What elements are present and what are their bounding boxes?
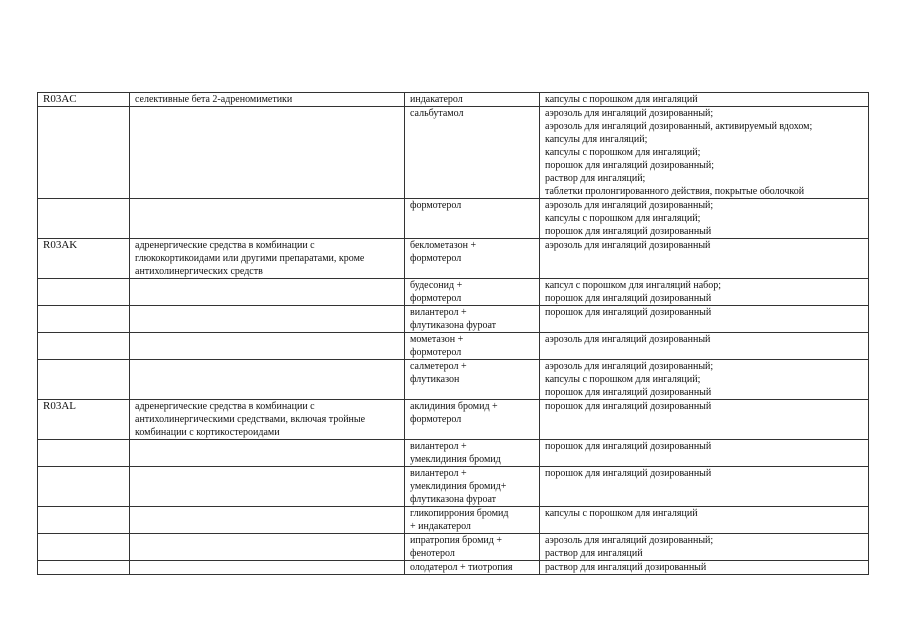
table-row [38,239,869,279]
table-row [38,333,869,360]
drug-name-cell: вилантерол + умеклидиния бромид+ флутиказона фуроат [405,467,540,507]
dosage-form-cell: аэрозоль для ингаляций дозированный; раствор для ингаляций [540,534,869,561]
table-row [38,279,869,306]
drug-table [37,92,869,575]
table-row [38,107,869,199]
drug-name-cell: вилантерол + флутиказона фуроат [405,306,540,333]
drug-group-cell: селективные бета 2-адреномиметики [130,93,405,107]
drug-group-cell [130,561,405,575]
dosage-form-cell: аэрозоль для ингаляций дозированный [540,239,869,279]
atc-code-cell [38,107,130,199]
table-row [38,440,869,467]
dosage-form-cell: аэрозоль для ингаляций дозированный; капсулы с порошком для ингаляций; порошок для ингаляций дозированный [540,199,869,239]
dosage-form-cell: раствор для ингаляций дозированный [540,561,869,575]
drug-name-cell: мометазон + формотерол [405,333,540,360]
atc-code-cell [38,306,130,333]
drug-group-cell [130,467,405,507]
dosage-form-cell: порошок для ингаляций дозированный [540,400,869,440]
dosage-form-cell: порошок для ингаляций дозированный [540,306,869,333]
table-row [38,360,869,400]
atc-code-cell [38,333,130,360]
drug-name-cell: формотерол [405,199,540,239]
drug-name-cell: ипратропия бромид + фенотерол [405,534,540,561]
drug-group-cell [130,306,405,333]
table-row [38,507,869,534]
dosage-form-cell: аэрозоль для ингаляций дозированный; аэрозоль для ингаляций дозированный, активируемый вдохом; капсулы для ингаляций; капсулы с порошком для ингаляций; порошок для ингаляций дозированный; раствор для ингаляций; таблетки пролонгированного действия, покрытые оболочкой [540,107,869,199]
drug-group-cell [130,333,405,360]
table-row [38,306,869,333]
table-row [38,467,869,507]
dosage-form-cell: капсулы с порошком для ингаляций [540,507,869,534]
drug-name-cell: будесонид + формотерол [405,279,540,306]
atc-code-cell [38,360,130,400]
table-row [38,400,869,440]
drug-group-cell [130,107,405,199]
drug-name-cell: сальбутамол [405,107,540,199]
drug-name-cell: вилантерол + умеклидиния бромид [405,440,540,467]
drug-name-cell: индакатерол [405,93,540,107]
drug-group-cell [130,360,405,400]
drug-group-cell [130,279,405,306]
atc-code-cell [38,199,130,239]
atc-code-cell [38,279,130,306]
drug-name-cell: салметерол + флутиказон [405,360,540,400]
atc-code-cell: R03AL [38,400,130,440]
drug-name-cell: аклидиния бромид + формотерол [405,400,540,440]
atc-code-cell: R03AK [38,239,130,279]
drug-name-cell: беклометазон + формотерол [405,239,540,279]
atc-code-cell [38,440,130,467]
dosage-form-cell: аэрозоль для ингаляций дозированный [540,333,869,360]
atc-code-cell [38,467,130,507]
drug-group-cell [130,507,405,534]
table-row [38,534,869,561]
table-row [38,199,869,239]
table-row [38,561,869,575]
atc-code-cell [38,507,130,534]
dosage-form-cell: аэрозоль для ингаляций дозированный; капсулы с порошком для ингаляций; порошок для ингаляций дозированный [540,360,869,400]
dosage-form-cell: порошок для ингаляций дозированный [540,440,869,467]
dosage-form-cell: капсул с порошком для ингаляций набор; порошок для ингаляций дозированный [540,279,869,306]
drug-table-body [38,93,869,575]
table-row [38,93,869,107]
drug-group-cell [130,440,405,467]
drug-group-cell [130,199,405,239]
atc-code-cell [38,534,130,561]
atc-code-cell: R03AC [38,93,130,107]
drug-name-cell: гликопиррония бромид + индакатерол [405,507,540,534]
drug-name-cell: олодатерол + тиотропия [405,561,540,575]
dosage-form-cell: капсулы с порошком для ингаляций [540,93,869,107]
dosage-form-cell: порошок для ингаляций дозированный [540,467,869,507]
atc-code-cell [38,561,130,575]
drug-group-cell: адренергические средства в комбинации с антихолинергическими средствами, включая тройные комбинации с кортикостероидами [130,400,405,440]
drug-group-cell: адренергические средства в комбинации с глюкокортикоидами или другими препаратами, кроме антихолинергических средств [130,239,405,279]
drug-group-cell [130,534,405,561]
